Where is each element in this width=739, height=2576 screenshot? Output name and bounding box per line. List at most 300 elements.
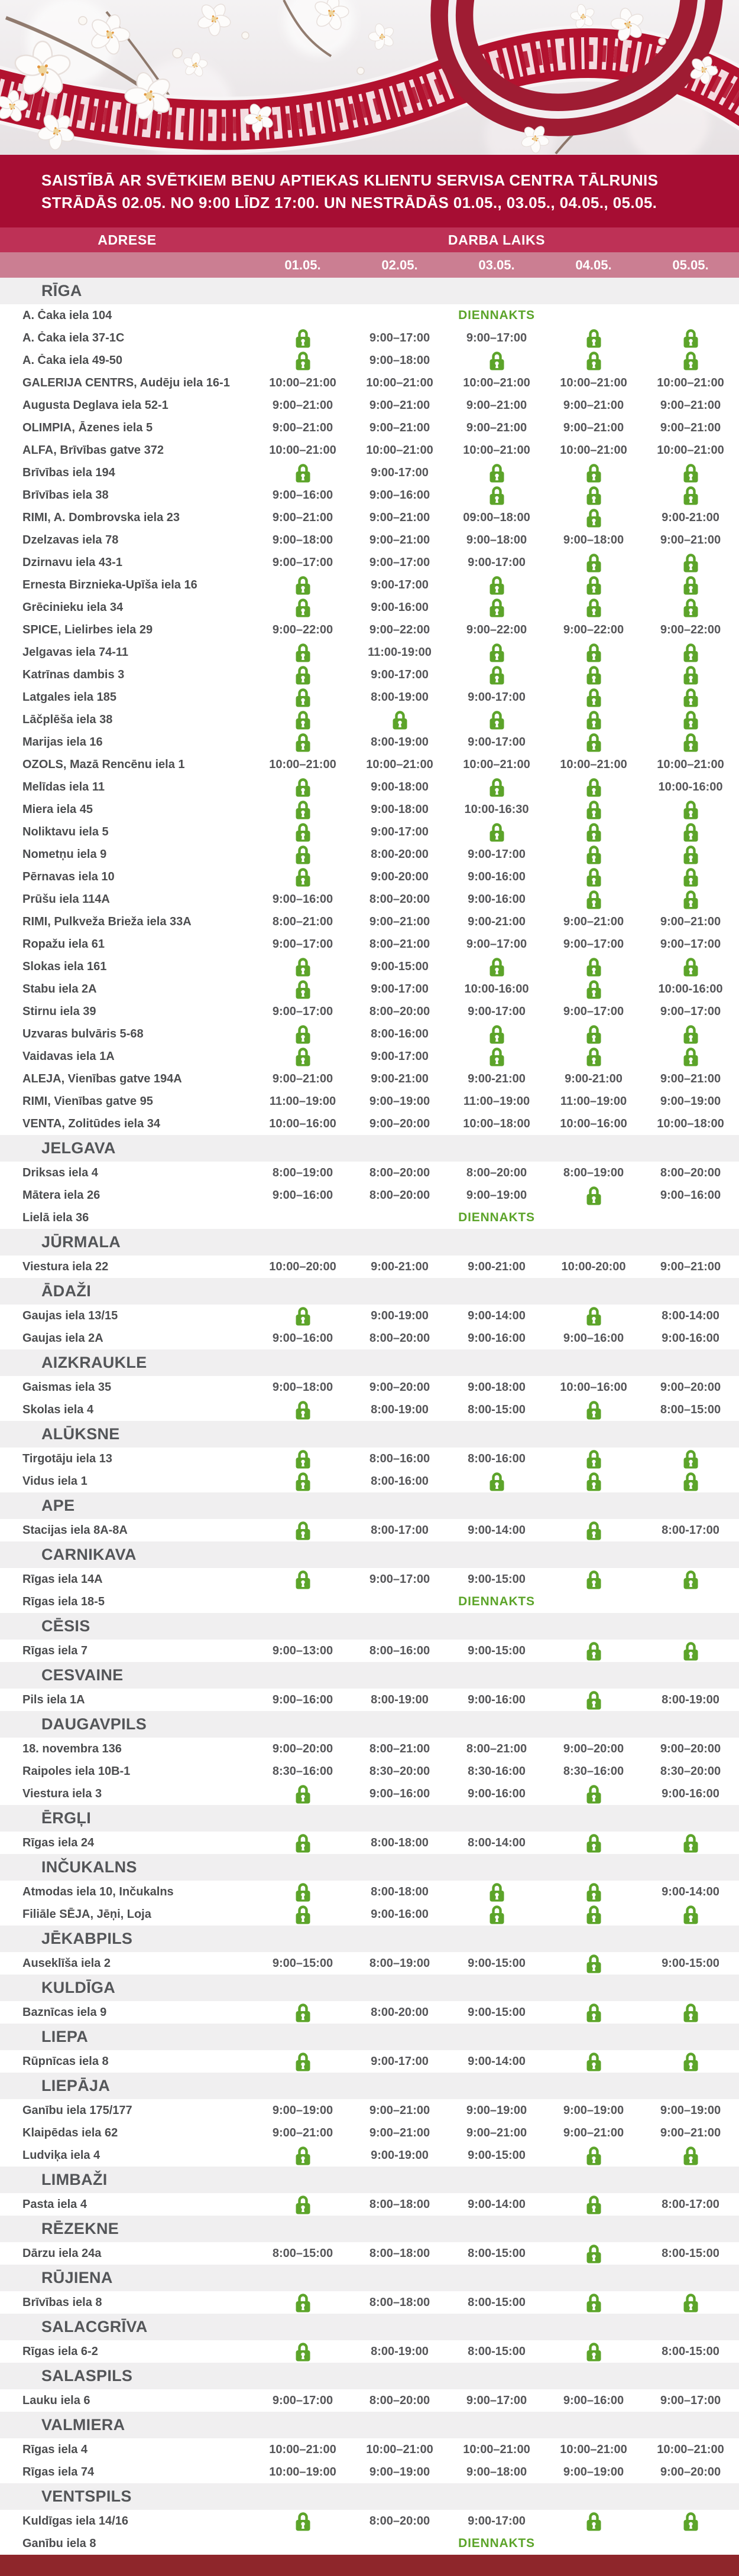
diennakts-cell: DIENNAKTS [458,2536,535,2550]
table-row [0,1068,739,1090]
time-cell: 9:00-21:00 [468,915,526,928]
closed-lock-icon [683,643,698,662]
time-cell: 9:00-21:00 [662,510,719,524]
time-cell: 8:00-15:00 [468,1403,526,1416]
closed-lock-icon [683,463,698,483]
closed-cell [254,2146,351,2165]
time-cell: 8:00–21:00 [466,1742,527,1755]
time-cell: 9:00–21:00 [369,533,430,547]
closed-cell [545,845,642,864]
closed-cell [642,1047,739,1066]
date-header-01-05: 01.05. [284,257,321,272]
closed-cell [545,1690,642,1710]
table-row [0,888,739,910]
time-cell: 10:00–21:00 [269,757,336,771]
table-row [0,574,739,596]
time-cell: 10:00–20:00 [269,1260,336,1273]
closed-cell [254,575,351,595]
time-cell: 8:00-19:00 [371,1693,429,1706]
closed-cell [545,1186,642,1205]
time-cell: 9:00-14:00 [468,1309,526,1322]
table-row [0,708,739,731]
time-cell: 9:00–15:00 [272,1956,333,1970]
address-cell: Marijas iela 16 [22,735,103,749]
table-row [0,1162,739,1184]
closed-cell [642,845,739,864]
table-row [0,1881,739,1903]
time-cell: 8:00-16:00 [468,1452,526,1465]
closed-cell [448,822,545,842]
section-header [0,1926,739,1952]
table-row [0,1832,739,1854]
table-row [0,1184,739,1206]
closed-cell [448,643,545,662]
section-header [0,2167,739,2193]
time-cell: 9:00–21:00 [369,421,430,434]
address-cell: Rūpnīcas iela 8 [22,2054,109,2068]
section-title: VENTSPILS [41,2487,132,2505]
address-cell: Noliktavu iela 5 [22,825,109,838]
closed-lock-icon [296,598,310,617]
time-cell: 9:00-19:00 [371,2148,429,2162]
closed-cell [254,665,351,685]
notice-banner-line2: STRĀDĀS 02.05. NO 9:00 LĪDZ 17:00. UN NESTRĀDĀS 01.05., 03.05., 04.05., 05.05. [41,193,657,212]
closed-cell [642,463,739,483]
time-cell: 9:00-15:00 [468,2148,526,2162]
time-cell: 9:00–17:00 [369,555,430,569]
time-cell: 10:00–21:00 [560,376,627,389]
closed-lock-icon [683,1047,698,1066]
time-cell: 9:00–16:00 [272,892,333,906]
time-cell: 9:00–17:00 [660,1004,721,1018]
closed-cell [545,2293,642,2312]
closed-lock-icon [586,1641,601,1661]
closed-cell [254,1521,351,1540]
address-cell: Augusta Deglava iela 52-1 [22,398,168,412]
address-cell: Rīgas iela 7 [22,1644,88,1657]
address-cell: RIMI, A. Dombrovska iela 23 [22,510,180,524]
closed-lock-icon [490,778,504,797]
time-cell: 9:00–19:00 [563,2465,624,2479]
closed-lock-icon [586,957,601,977]
time-cell: 8:00–18:00 [369,2197,430,2211]
time-cell: 10:00–21:00 [269,376,336,389]
time-cell: 9:00–21:00 [369,2103,430,2117]
closed-cell [642,575,739,595]
closed-cell [642,2052,739,2071]
table-row [0,1090,739,1113]
closed-lock-icon [296,1521,310,1540]
time-cell: 9:00-16:00 [468,870,526,883]
closed-lock-icon [683,486,698,505]
diennakts-cell: DIENNAKTS [458,1211,535,1224]
address-cell: Auseklīša iela 2 [22,1956,111,1970]
closed-lock-icon [490,463,504,483]
closed-cell [254,800,351,819]
address-cell: Rīgas iela 74 [22,2465,95,2479]
address-cell: GALERIJA CENTRS, Audēju iela 16-1 [22,376,230,389]
closed-cell [448,778,545,797]
time-cell: 9:00–22:00 [563,623,624,636]
closed-cell [545,1833,642,1853]
closed-cell [642,1905,739,1924]
time-cell: 8:30–16:00 [563,1764,624,1778]
time-cell: 9:00-15:00 [371,960,429,973]
address-cell: SPICE, Lielirbes iela 29 [22,623,153,636]
address-cell: 18. novembra 136 [22,1742,122,1755]
time-cell: 9:00–20:00 [660,1380,721,1394]
address-cell: Tirgotāju iela 13 [22,1452,112,1465]
closed-lock-icon [296,1449,310,1469]
notice-banner-line1: SAISTĪBĀ AR SVĒTKIEM BENU APTIEKAS KLIENTU SERVISA CENTRA TĀLRUNIS [41,171,659,189]
closed-cell [545,957,642,977]
address-cell: Brīvības iela 8 [22,2295,102,2309]
table-row [0,506,739,529]
time-cell: 9:00–16:00 [660,1188,721,1202]
closed-lock-icon [683,2512,698,2531]
address-cell: VENTA, Zolitūdes iela 34 [22,1117,161,1130]
closed-cell [448,351,545,370]
section-header [0,1711,739,1738]
closed-lock-icon [296,867,310,887]
time-cell: 8:30–20:00 [660,1764,721,1778]
time-cell: 9:00-17:00 [371,578,429,591]
time-cell: 9:00-18:00 [468,1380,526,1394]
address-cell: Atmodas iela 10, Inčukalns [22,1885,174,1898]
closed-lock-icon [296,2003,310,2022]
closed-cell [545,1449,642,1469]
section-header [0,1541,739,1568]
closed-lock-icon [683,957,698,977]
closed-cell [545,1024,642,1044]
closed-cell [642,710,739,730]
address-cell: Stirnu iela 39 [22,1004,96,1018]
closed-lock-icon [683,665,698,685]
closed-cell [254,1833,351,1853]
time-cell: 8:00-19:00 [371,2344,429,2358]
time-cell: 10:00–16:00 [269,1117,336,1130]
time-cell: 9:00–21:00 [466,398,527,412]
table-row [0,1398,739,1421]
time-cell: 9:00–16:00 [563,1331,624,1345]
time-cell: 8:00-14:00 [662,1309,719,1322]
address-cell: Kuldīgas iela 14/16 [22,2514,128,2528]
table-row [0,641,739,663]
closed-cell [545,486,642,505]
closed-cell [545,1641,642,1661]
time-cell: 8:00-18:00 [371,1885,429,1898]
closed-cell [642,553,739,573]
closed-cell [254,463,351,483]
table-row [0,2438,739,2461]
time-cell: 8:30–16:00 [272,1764,333,1778]
closed-cell [254,710,351,730]
section-header [0,1278,739,1305]
closed-cell [642,822,739,842]
closed-lock-icon [586,1882,601,1902]
closed-cell [545,2512,642,2531]
time-cell: 9:00-16:00 [468,892,526,906]
section-title: APE [41,1497,75,1514]
time-cell: 9:00–19:00 [369,1094,430,1108]
closed-cell [254,867,351,887]
address-cell: A. Čaka iela 104 [22,308,112,322]
time-cell: 10:00-16:00 [464,982,529,996]
closed-cell [545,2146,642,2165]
time-cell: 9:00–19:00 [660,1094,721,1108]
address-cell: Rīgas iela 4 [22,2442,88,2456]
time-cell: 9:00–22:00 [660,623,721,636]
table-row [0,1448,739,1470]
closed-cell [254,733,351,752]
closed-lock-icon [490,486,504,505]
time-cell: 8:00-15:00 [468,2246,526,2260]
closed-lock-icon [586,980,601,999]
closed-lock-icon [296,2146,310,2165]
closed-lock-icon [586,351,601,370]
closed-lock-icon [683,2052,698,2071]
closed-lock-icon [296,822,310,842]
time-cell: 8:30-16:00 [468,1764,526,1778]
closed-lock-icon [586,2052,601,2071]
time-cell: 9:00-17:00 [468,735,526,749]
closed-lock-icon [586,2293,601,2312]
closed-cell [642,2146,739,2165]
closed-lock-icon [296,2293,310,2312]
time-cell: 9:00–16:00 [563,2393,624,2407]
time-cell: 8:00-19:00 [662,1693,719,1706]
closed-lock-icon [296,2512,310,2531]
address-cell: Viestura iela 3 [22,1787,102,1800]
closed-cell [254,688,351,707]
closed-lock-icon [586,1472,601,1491]
closed-cell [448,1024,545,1044]
closed-cell [545,575,642,595]
table-row [0,2510,739,2532]
time-cell: 09:00–18:00 [463,510,530,524]
address-cell: Nometņu iela 9 [22,847,107,861]
time-cell: 9:00–21:00 [563,421,624,434]
closed-cell [642,688,739,707]
closed-cell [545,1521,642,1540]
time-cell: 9:00–16:00 [272,1188,333,1202]
closed-cell [448,1882,545,1902]
address-cell: Vidus iela 1 [22,1474,87,1488]
time-cell: 9:00–22:00 [369,623,430,636]
closed-lock-icon [586,1306,601,1326]
closed-cell [642,598,739,617]
address-cell: Lauku iela 6 [22,2393,90,2407]
closed-lock-icon [586,1784,601,1804]
section-header [0,1662,739,1689]
table-row [0,1591,739,1613]
closed-cell [545,2052,642,2071]
time-cell: 9:00–19:00 [466,2103,527,2117]
table-row [0,1640,739,1662]
closed-lock-icon [683,328,698,348]
time-cell: 9:00-16:00 [468,1331,526,1345]
address-cell: Rīgas iela 14A [22,1572,103,1586]
time-cell: 8:00–15:00 [660,1403,721,1416]
closed-lock-icon [296,575,310,595]
closed-cell [642,1472,739,1491]
table-row [0,1470,739,1492]
address-cell: Gaujas iela 13/15 [22,1309,118,1322]
table-row [0,2193,739,2216]
closed-lock-icon [296,957,310,977]
time-cell: 8:00–21:00 [272,915,333,928]
section-title: JELGAVA [41,1139,116,1157]
address-cell: Ludviķa iela 4 [22,2148,101,2162]
time-cell: 9:00-14:00 [662,1885,719,1898]
time-cell: 8:00–20:00 [660,1166,721,1179]
closed-cell [545,598,642,617]
closed-cell [545,890,642,909]
time-cell: 9:00–18:00 [369,353,430,367]
time-cell: 9:00–18:00 [466,2465,527,2479]
address-cell: Prūšu iela 114A [22,892,110,906]
closed-lock-icon [490,643,504,662]
time-cell: 8:00-16:00 [371,1474,429,1488]
closed-lock-icon [296,1306,310,1326]
closed-cell [545,665,642,685]
time-cell: 10:00–21:00 [366,2442,433,2456]
table-row [0,1023,739,1045]
time-cell: 9:00–21:00 [660,915,721,928]
closed-lock-icon [296,1400,310,1420]
time-cell: 9:00-16:00 [371,600,429,614]
table-row [0,2099,739,2122]
address-cell: Klaipēdas iela 62 [22,2126,118,2139]
address-cell: Raipoles iela 10B-1 [22,1764,131,1778]
section-title: DAUGAVPILS [41,1715,147,1733]
time-cell: 9:00-16:00 [662,1787,719,1800]
time-cell: 9:00–21:00 [272,2126,333,2139]
closed-lock-icon [490,1047,504,1066]
closed-cell [545,778,642,797]
closed-cell [448,1047,545,1066]
section-title: VALMIERA [41,2416,125,2434]
closed-lock-icon [296,710,310,730]
closed-lock-icon [586,1833,601,1853]
closed-lock-icon [683,2003,698,2022]
address-cell: Gaujas iela 2A [22,1331,103,1345]
section-header [0,2363,739,2389]
time-cell: 9:00-17:00 [371,2054,429,2068]
closed-cell [545,1047,642,1066]
address-cell: Rīgas iela 24 [22,1836,95,1849]
time-cell: 10:00–21:00 [560,757,627,771]
closed-cell [448,1905,545,1924]
closed-cell [642,1449,739,1469]
time-cell: 8:00-19:00 [371,690,429,704]
table-row [0,1376,739,1398]
time-cell: 8:00-14:00 [468,1836,526,1849]
time-cell: 9:00–19:00 [272,2103,333,2117]
section-title: JŪRMALA [41,1233,121,1251]
section-header [0,1492,739,1519]
section-title: RĪGA [41,282,82,300]
time-cell: 8:00–20:00 [369,1166,430,1179]
closed-cell [545,980,642,999]
time-cell: 8:00-16:00 [371,1027,429,1040]
time-cell: 10:00–21:00 [657,757,724,771]
time-cell: 10:00–19:00 [269,2465,336,2479]
time-cell: 9:00-18:00 [371,802,429,816]
time-cell: 9:00-17:00 [371,466,429,479]
time-cell: 8:00-18:00 [371,1836,429,1849]
table-row [0,2461,739,2483]
closed-lock-icon [586,733,601,752]
address-cell: Mātera iela 26 [22,1188,101,1202]
address-cell: Melīdas iela 11 [22,780,105,793]
closed-cell [642,1641,739,1661]
section-header [0,1229,739,1256]
time-cell: 9:00–21:00 [369,915,430,928]
address-cell: Katrīnas dambis 3 [22,668,125,681]
time-cell: 8:00–20:00 [369,2393,430,2407]
table-row [0,1256,739,1278]
table-row [0,776,739,798]
time-cell: 9:00–16:00 [272,1693,333,1706]
section-title: CĒSIS [41,1617,90,1635]
closed-cell [642,1833,739,1853]
section-title: CESVAINE [41,1666,124,1684]
time-cell: 9:00–21:00 [466,421,527,434]
time-cell: 9:00–17:00 [272,2393,333,2407]
closed-cell [545,1306,642,1326]
closed-lock-icon [586,867,601,887]
closed-lock-icon [586,2342,601,2362]
diennakts-cell: DIENNAKTS [458,308,535,322]
section-header [0,2483,739,2510]
table-row [0,843,739,866]
section-title: LIEPA [41,2028,89,2045]
closed-lock-icon [490,1472,504,1491]
time-cell: 9:00–18:00 [272,533,333,547]
address-cell: RIMI, Vienības gatve 95 [22,1094,153,1108]
time-cell: 8:00-19:00 [371,735,429,749]
time-cell: 9:00–16:00 [272,1331,333,1345]
time-cell: 8:00–19:00 [272,1166,333,1179]
closed-lock-icon [586,845,601,864]
closed-lock-icon [296,778,310,797]
closed-cell [448,486,545,505]
time-cell: 8:00–19:00 [563,1166,624,1179]
address-cell: Jelgavas iela 74-11 [22,645,129,659]
time-cell: 10:00–21:00 [463,2442,530,2456]
closed-lock-icon [586,2003,601,2022]
closed-cell [254,1449,351,1469]
table-row [0,327,739,349]
time-cell: 8:00-15:00 [468,2344,526,2358]
time-cell: 9:00–18:00 [272,1380,333,1394]
address-cell: Baznīcas iela 9 [22,2005,107,2019]
closed-cell [642,957,739,977]
time-cell: 9:00–13:00 [272,1644,333,1657]
closed-cell [642,867,739,887]
closed-lock-icon [296,1882,310,1902]
closed-cell [448,575,545,595]
closed-lock-icon [683,2293,698,2312]
closed-cell [254,2052,351,2071]
time-cell: 9:00–19:00 [660,2103,721,2117]
closed-lock-icon [296,1472,310,1491]
table-row [0,933,739,955]
table-row [0,529,739,551]
time-cell: 9:00–21:00 [660,421,721,434]
address-cell: A. Čaka iela 37-1C [22,331,125,344]
